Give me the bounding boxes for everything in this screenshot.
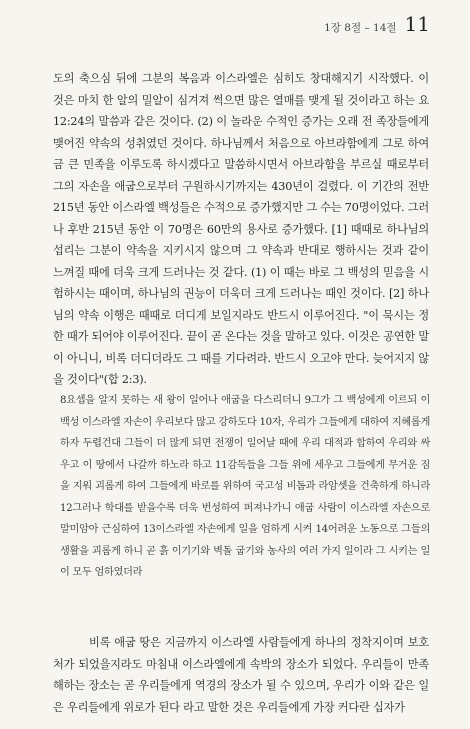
paragraph-text: 비록 애굽 땅은 지금까지 이스라엘 사람들에게 하나의 정착지이며 보호처가 되었을지라도 마침내 이스라엘에게 속박의 장소가 되었다. 우리들이 만족해하는 장소는 곧 우리들에게 역경의 장소가 될 수 있으며, 우리가 이와 같은 일은 우리들에게 위로가 된다 라고 말한 것은 우리들에게 가장 커다란 십자가 [53,636,429,714]
scripture-text: 8요셉을 알지 못하는 새 왕이 일어나 애굽을 다스리더니 9그가 그 백성에게 이르되 이 백성 이스라엘 자손이 우리보다 많고 강하도다 10자, 우리가 그들에게 대하여 지혜롭게 하자 두렵건대 그들이 더 많게 되면 전쟁이 일어날 때에 우리 대적과 합하여 우리와 싸우고 이 땅에서 나갈까 하노라 하고 11감독들을 그들 위에 세우고 그들에게 무거운 짐을 지워 괴롭게 하여 그들에게 바로를 위하여 국고성 비돔과 라암셋을 건축하게 하니라 12그러나 학대를 받을수록 더욱 번성하여 퍼져나가니 애굽 사람이 이스라엘 자손으로 말미암아 근심하여 13이스라엘 자손에게 일을 엄하게 시켜 14어려운 노동으로 그들의 생활을 괴롭게 하니 곧 흙 이기기와 벽돌 굽기와 농사의 여러 가지 일이라 그 시키는 일이 모두 엄하였더라 [60,395,430,578]
commentary-paragraph-1 [53,68,429,391]
paragraph-text: 도의 축으심 뒤에 그분의 복음과 이스라엘은 심히도 창대해지기 시작했다. 이 것은 마치 한 알의 밀알이 심겨져 썩으면 많은 열매를 맺게 될 것이라고 하는 요 12:24의 말씀과 같은 것이다. (2) 이 놀라운 수적인 증가는 오래 전 족장들에게 맺어진 약속의 성취였던 것이다. 하나님께서 처음으로 아브라함에게 그로 하여금 큰 민족을 이루도록 하시겠다고 말씀하시면서 아브라함을 부르실 때로부터 그의 자손을 애굽으로부터 구원하시기까지는 430년이 걸렸다. 이 기간의 전반 215년 동안 이스라엘 백성들은 수적으로 증가했지만 그 수는 70명이었다. 그러나 후반 215년 동안 이 70명은 60만의 용사로 증가했다. [1] 때때로 하나님의 섭리는 그분이 약속을 지키시지 않으며 그 약속과 반대로 행하시는 것과 같이 느껴질 때에 더욱 크게 드러나는 것 같다. (1) 이 때는 바로 그 백성의 믿음을 시험하시는 때이며, 하나님의 권능이 더욱더 크게 드러나는 때인 것이다. [2] 하나님의 약속 이행은 때때로 더디게 보일지라도 반드시 이루어진다. "이 묵시는 정한 때가 되어야 이루어진다. 끝이 곧 온다는 것을 말하고 있다. 이것은 공연한 말이 아니니, 비록 더디더라도 그 때를 기다려라. 반드시 오고야 만다. 늦어지지 않을 것이다"(합 2:3). [53,72,429,386]
scripture-quote-block [60,390,430,584]
running-header [324,12,430,36]
page-number: 11 [404,12,430,36]
chapter-reference: 1장 8절 – 14절 [324,22,397,34]
commentary-paragraph-2 [53,632,429,718]
